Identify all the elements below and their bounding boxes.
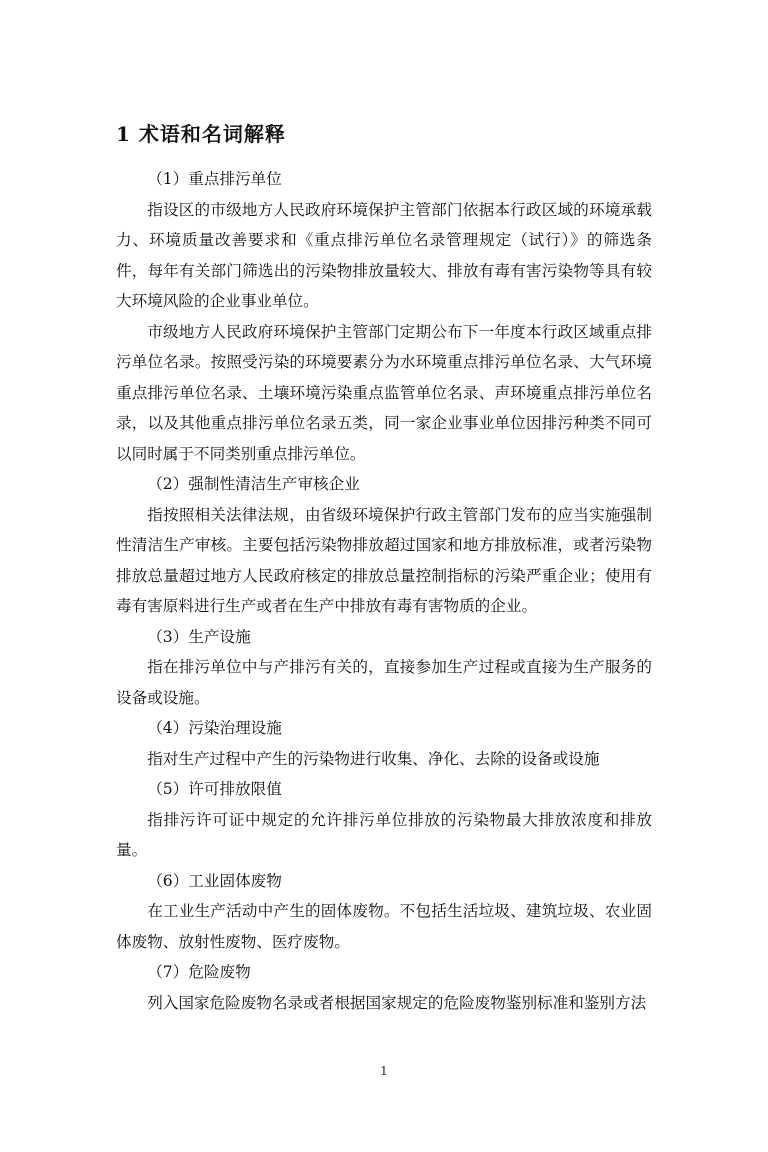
term-heading: （5）许可排放限值 bbox=[147, 780, 282, 798]
section-title: 1 术语和名词解释 bbox=[116, 122, 286, 146]
term-heading: （4）污染治理设施 bbox=[147, 719, 282, 737]
paragraph: 指排污许可证中规定的允许排污单位排放的污染物最大排放浓度和排放量。 bbox=[116, 810, 652, 859]
paragraph: 指在排污单位中与产排污有关的，直接参加生产过程或直接为生产服务的设备或设施。 bbox=[116, 658, 652, 707]
paragraph: 列入国家危险废物名录或者根据国家规定的危险废物鉴别标准和鉴别方法 bbox=[147, 993, 647, 1012]
paragraph: 指按照相关法律法规，由省级环境保护行政主管部门发布的应当实施强制性清洁生产审核。主要包括污染物排放超过国家和地方排放标准，或者污染物排放总量超过地方人民政府核定的排放总量控制指标的污染严重企业；使用有毒有害原料进行生产或者在生产中排放有毒有害物质的企业。 bbox=[116, 505, 652, 615]
paragraph: 在工业生产活动中产生的固体废物。不包括生活垃圾、建筑垃圾、农业固体废物、放射性废物、医疗废物。 bbox=[116, 902, 652, 951]
term-heading: （3）生产设施 bbox=[147, 627, 251, 646]
term-heading: （2）强制性清洁生产审核企业 bbox=[147, 475, 360, 493]
paragraph: 市级地方人民政府环境保护主管部门定期公布下一年度本行政区域重点排污单位名录。按照受污染的环境要素分为水环境重点排污单位名录、大气环境重点排污单位名录、土壤环境污染重点监管单位名录、声环境重点排污单位名录，以及其他重点排污单位名录五类，同一家企业事业单位因排污种类不同可以同时属于不同类别重点排污单位。 bbox=[116, 322, 652, 463]
term-heading: （1）重点排污单位 bbox=[147, 170, 282, 188]
page-number: 1 bbox=[380, 1064, 388, 1078]
paragraph: 指设区的市级地方人民政府环境保护主管部门依据本行政区域的环境承载力、环境质量改善要求和《重点排污单位名录管理规定（试行）》的筛选条件，每年有关部门筛选出的污染物排放量较大、排放有毒有害污染物等具有较大环境风险的企业事业单位。 bbox=[116, 200, 652, 310]
paragraph: 指对生产过程中产生的污染物进行收集、净化、去除的设备或设施 bbox=[147, 749, 600, 768]
document-body bbox=[116, 164, 652, 1018]
term-heading: （6）工业固体废物 bbox=[147, 871, 282, 890]
term-heading: （7）危险废物 bbox=[147, 963, 251, 981]
